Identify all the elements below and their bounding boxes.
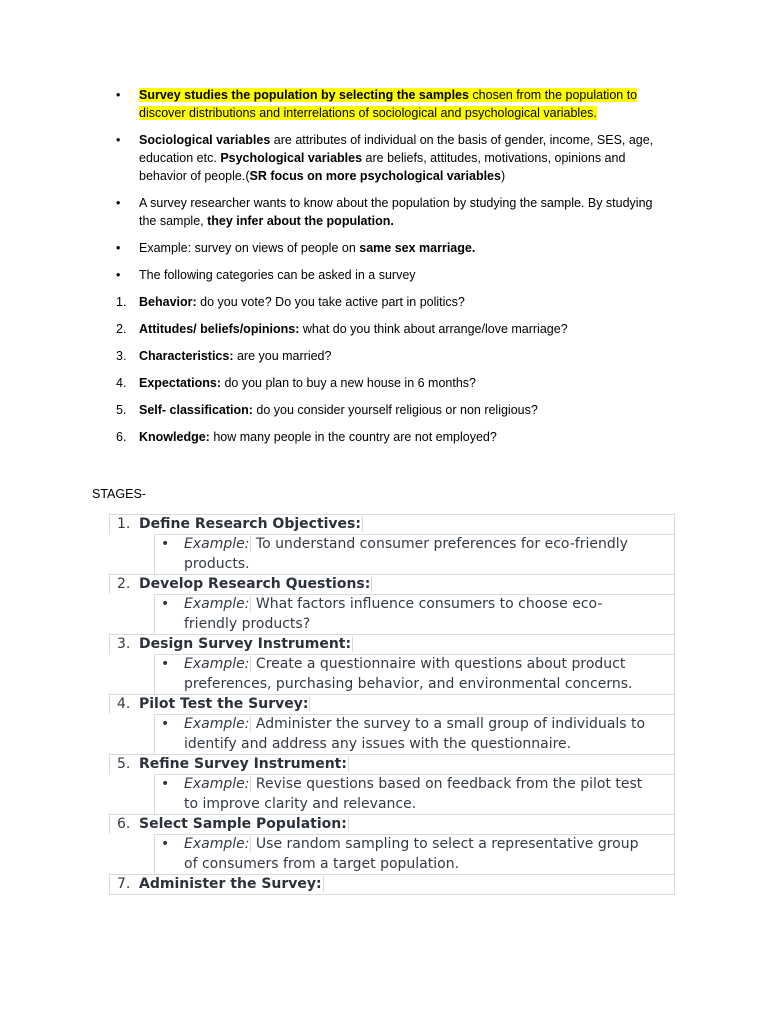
- stage-example: [184, 775, 654, 814]
- bullet-marker: •: [161, 656, 170, 672]
- stage-example: [184, 595, 654, 634]
- example-label: Example:: [184, 596, 250, 612]
- example-text: To understand consumer preferences for eco-friendly products.: [184, 536, 628, 572]
- stage-title: Select Sample Population:: [139, 816, 347, 832]
- stage-example-row: [154, 654, 675, 694]
- stage-example: [184, 835, 654, 874]
- example-label: Example:: [184, 536, 250, 552]
- note-item: [0, 86, 768, 122]
- bullet-marker: •: [116, 133, 121, 147]
- stage-title: Administer the Survey:: [139, 876, 322, 892]
- note-text: The following categories can be asked in a survey: [139, 268, 416, 282]
- note-text: chosen from the population to discover distributions and interrelations of sociological and psychological variables.: [139, 88, 638, 120]
- number-marker: 1.: [116, 295, 127, 309]
- note-text: how many people in the country are not employed?: [209, 430, 497, 444]
- stage-row: [109, 634, 675, 654]
- example-text: Revise questions based on feedback from the pilot test to improve clarity and relevance.: [184, 776, 643, 812]
- number-marker: 6.: [116, 430, 127, 444]
- note-item: [0, 266, 768, 284]
- bold-text: they infer about the population.: [207, 214, 394, 228]
- bold-text: Knowledge:: [139, 430, 210, 444]
- note-text: are beliefs, attitudes, motivations, opinions and behavior of people.(: [139, 151, 626, 183]
- bullet-marker: •: [161, 716, 170, 732]
- example-label: Example:: [184, 776, 250, 792]
- stage-row: [109, 874, 675, 895]
- example-label: Example:: [184, 716, 250, 732]
- stage-title: Design Survey Instrument:: [139, 636, 352, 652]
- stage-number: 7.: [117, 876, 131, 892]
- note-text: are attributes of individual on the basis of gender, income, SES, age, education etc.: [139, 133, 654, 165]
- note-text: do you vote? Do you take active part in politics?: [196, 295, 465, 309]
- stage-row: [109, 814, 675, 834]
- stage-example-row: [154, 774, 675, 814]
- stage-number: 1.: [117, 516, 131, 532]
- example-text: Administer the survey to a small group of individuals to identify and address any issues with the questionnaire.: [184, 716, 646, 752]
- stage-example-row: [154, 594, 675, 634]
- bold-text: SR focus on more psychological variables: [249, 169, 501, 183]
- stage-title: Refine Survey Instrument:: [139, 756, 347, 772]
- number-marker: 4.: [116, 376, 127, 390]
- bold-text: Behavior:: [139, 295, 197, 309]
- note-text: what do you think about arrange/love marriage?: [299, 322, 568, 336]
- stages-heading: STAGES-: [92, 487, 146, 501]
- bullet-marker: •: [116, 196, 121, 210]
- bullet-marker: •: [116, 268, 121, 282]
- note-text: do you consider yourself religious or non religious?: [252, 403, 538, 417]
- example-text: Use random sampling to select a representative group of consumers from a target population.: [184, 836, 639, 872]
- numbered-item: [0, 428, 768, 446]
- stage-number: 6.: [117, 816, 131, 832]
- example-text: Create a questionnaire with questions about product preferences, purchasing behavior, and environmental concerns.: [184, 656, 633, 692]
- example-text: What factors influence consumers to choose eco-friendly products?: [184, 596, 603, 632]
- bold-text: Expectations:: [139, 376, 221, 390]
- notes-list: [0, 86, 768, 455]
- note-text: A survey researcher wants to know about the population by studying the sample. By studying the sample,: [139, 196, 653, 228]
- bullet-marker: •: [161, 836, 170, 852]
- stage-example: [184, 715, 654, 754]
- number-marker: 2.: [116, 322, 127, 336]
- stage-example-row: [154, 714, 675, 754]
- bold-text: Self- classification:: [139, 403, 253, 417]
- number-marker: 3.: [116, 349, 127, 363]
- stage-row: [109, 574, 675, 594]
- bold-text: Sociological variables: [139, 133, 271, 147]
- bold-text: Psychological variables: [220, 151, 363, 165]
- stage-title: Develop Research Questions:: [139, 576, 371, 592]
- numbered-item: [0, 293, 768, 311]
- stage-number: 4.: [117, 696, 131, 712]
- note-item: [0, 194, 768, 230]
- number-marker: 5.: [116, 403, 127, 417]
- bold-text: Attitudes/ beliefs/opinions:: [139, 322, 300, 336]
- note-text: are you married?: [233, 349, 332, 363]
- stage-example-row: [154, 534, 675, 574]
- numbered-item: [0, 374, 768, 392]
- example-label: Example:: [184, 656, 250, 672]
- bullet-marker: •: [161, 536, 170, 552]
- numbered-item: [0, 347, 768, 365]
- stage-example: [184, 655, 654, 694]
- stage-title: Pilot Test the Survey:: [139, 696, 309, 712]
- stage-row: [109, 754, 675, 774]
- stage-number: 5.: [117, 756, 131, 772]
- bullet-marker: •: [161, 596, 170, 612]
- bullet-marker: •: [116, 88, 121, 102]
- stage-example-row: [154, 834, 675, 874]
- stage-title: Define Research Objectives:: [139, 516, 361, 532]
- note-text: do you plan to buy a new house in 6 months?: [220, 376, 477, 390]
- bullet-marker: •: [116, 241, 121, 255]
- stage-row: [109, 514, 675, 534]
- note-item: [0, 131, 768, 185]
- bold-text: Survey studies the population by selecting the samples: [139, 88, 469, 102]
- numbered-item: [0, 401, 768, 419]
- note-text: Example: survey on views of people on: [139, 241, 360, 255]
- stage-number: 3.: [117, 636, 131, 652]
- note-item: [0, 239, 768, 257]
- stage-number: 2.: [117, 576, 131, 592]
- bold-text: same sex marriage.: [359, 241, 476, 255]
- bold-text: Characteristics:: [139, 349, 234, 363]
- stages-table: [109, 514, 675, 895]
- stage-example: [184, 535, 654, 574]
- stage-row: [109, 694, 675, 714]
- note-text: ): [500, 169, 506, 183]
- example-label: Example:: [184, 836, 250, 852]
- numbered-item: [0, 320, 768, 338]
- highlighted-text: [139, 88, 637, 120]
- bullet-marker: •: [161, 776, 170, 792]
